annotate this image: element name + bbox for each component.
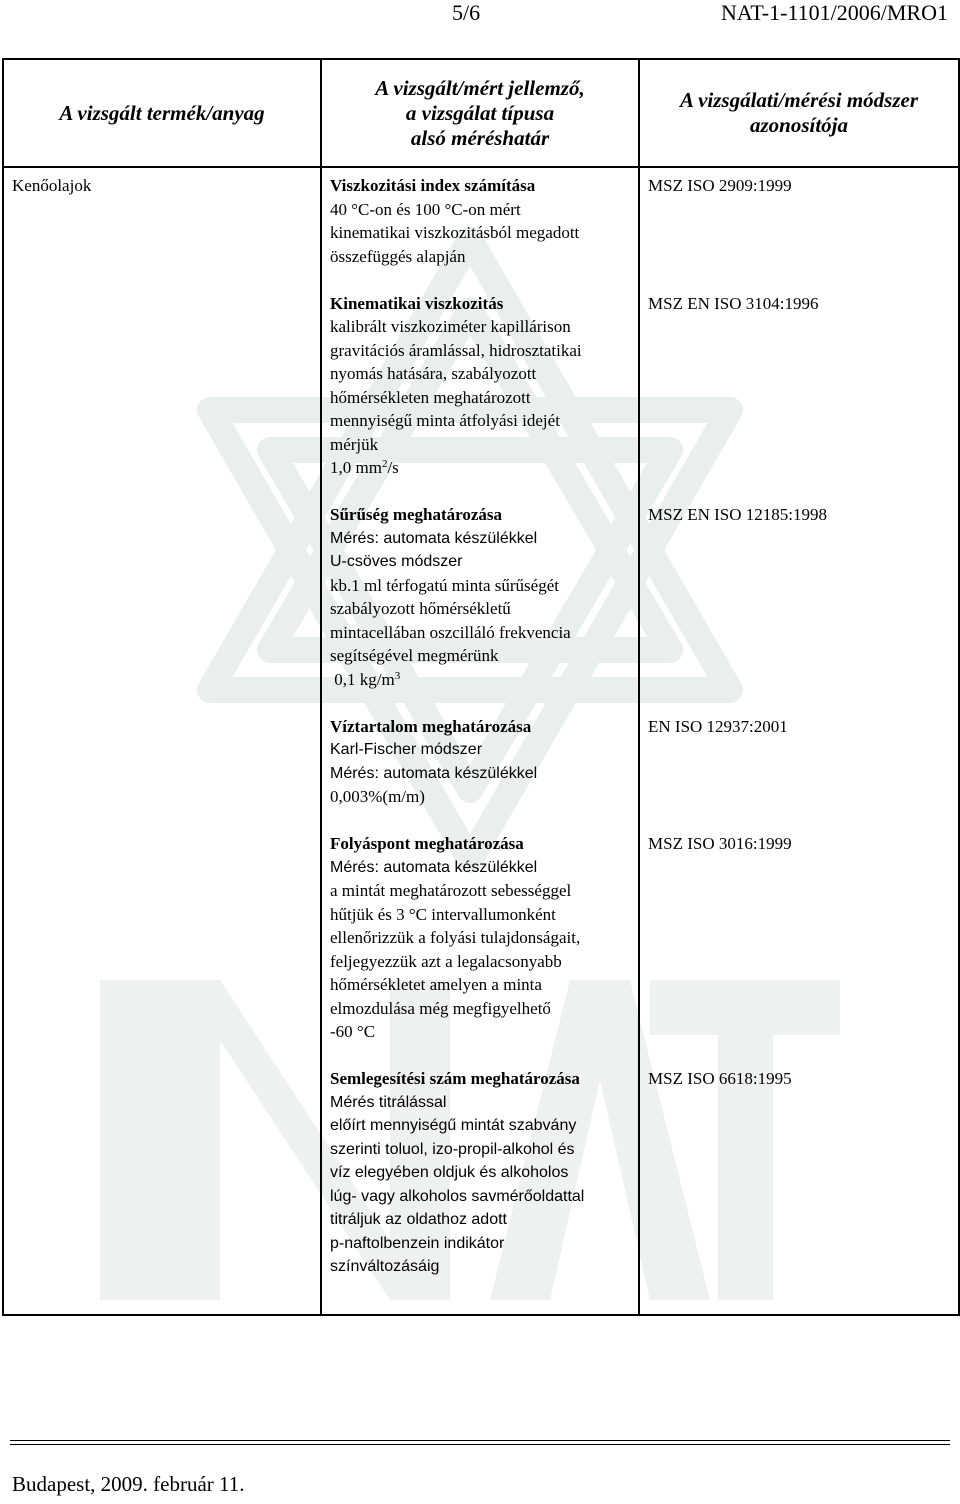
table-header-row <box>3 59 959 167</box>
method-identifier: MSZ EN ISO 12185:1998 <box>648 505 827 524</box>
lower-limit-unit: /s <box>387 458 399 477</box>
characteristic-line: kinematikai viszkozitásból megadott <box>330 223 580 242</box>
characteristic-entry <box>330 832 630 1044</box>
method-identifier: MSZ EN ISO 3104:1996 <box>648 293 819 313</box>
characteristic-entry <box>330 1067 630 1279</box>
characteristic-line: színváltozásáig <box>330 1258 440 1275</box>
characteristic-entry <box>330 715 630 809</box>
characteristics-list <box>330 174 630 1279</box>
characteristic-line: p-naftolbenzein indikátor <box>330 1234 505 1252</box>
characteristic-entry <box>330 174 630 268</box>
footer-rule <box>10 1440 950 1441</box>
column-header-method: A vizsgálati/mérési módszer azonosítója <box>639 59 959 167</box>
characteristic-line: segítségével megmérünk <box>330 646 499 665</box>
characteristic-line: titráljuk az oldathoz adott <box>330 1211 507 1228</box>
characteristic-title: Folyáspont meghatározása <box>330 834 524 853</box>
characteristic-title: Sűrűség meghatározása <box>330 505 503 524</box>
characteristic-line: hűtjük és 3 °C intervallumonként <box>330 904 556 924</box>
characteristic-line: ellenőrizzük a folyási tulajdonságait, <box>330 928 581 947</box>
characteristic-line: nyomás hatására, szabályozott <box>330 364 537 383</box>
lower-limit <box>330 456 630 480</box>
characteristic-line: mintacellában oszcilláló frekvencia <box>330 622 571 642</box>
column-header-product: A vizsgált termék/anyag <box>3 59 321 167</box>
lower-limit-exponent: 3 <box>394 669 401 682</box>
characteristics-cell <box>321 167 639 1315</box>
methods-cell <box>639 167 959 1315</box>
characteristic-entry <box>330 292 630 480</box>
characteristic-line: hőmérsékleten meghatározott <box>330 387 531 407</box>
characteristic-line: hőmérsékletet amelyen a minta <box>330 975 542 994</box>
characteristic-line: kalibrált viszkoziméter kapillárison <box>330 317 571 336</box>
accreditation-table <box>2 58 960 1316</box>
characteristic-line: a mintát meghatározott sebességgel <box>330 881 572 900</box>
page-number: 5/6 <box>452 0 481 25</box>
characteristic-line: Mérés: automata készülékkel <box>330 529 538 547</box>
characteristic-line: feljegyezzük azt a legalacsonyabb <box>330 951 562 971</box>
characteristic-line: Mérés: automata készülékkel <box>330 858 538 876</box>
footer-rule <box>10 1444 950 1445</box>
product-name: Kenőolajok <box>12 176 92 195</box>
document-id: NAT-1-1101/2006/MRO1 <box>721 0 948 25</box>
characteristic-line: kb.1 ml térfogatú minta sűrűségét <box>330 575 559 595</box>
lower-limit <box>330 668 630 692</box>
table-row <box>3 167 959 1315</box>
characteristic-line: Mérés: automata készülékkel <box>330 764 538 782</box>
characteristic-line: -60 °C <box>330 1022 376 1041</box>
product-cell <box>3 167 321 1315</box>
footer-date: Budapest, 2009. február 11. <box>12 1472 245 1496</box>
characteristic-line: előírt mennyiségű mintát szabvány <box>330 1117 577 1134</box>
characteristic-line: 0,003%(m/m) <box>330 787 425 806</box>
column-header-characteristic: A vizsgált/mért jellemző, a vizsgálat típusa alsó méréshatár <box>321 59 639 167</box>
characteristic-line: mennyiségű minta átfolyási idejét <box>330 411 560 430</box>
lower-limit-exponent: 2 <box>381 458 388 470</box>
characteristic-line: U-csöves módszer <box>330 553 463 570</box>
method-identifier: MSZ ISO 3016:1999 <box>648 834 792 853</box>
characteristic-line: víz elegyében oldjuk és alkoholos <box>330 1164 569 1181</box>
characteristic-line: szabályozott hőmérsékletű <box>330 599 511 618</box>
lower-limit-value: 0,1 kg/m <box>330 669 395 689</box>
characteristic-line: lúg- vagy alkoholos savmérőoldattal <box>330 1187 585 1205</box>
characteristic-entry <box>330 503 630 691</box>
characteristic-line: 40 °C-on és 100 °C-on mért <box>330 199 521 219</box>
characteristic-title: Kinematikai viszkozitás <box>330 293 504 313</box>
method-identifier: MSZ ISO 6618:1995 <box>648 1069 792 1088</box>
method-identifier: EN ISO 12937:2001 <box>648 716 788 736</box>
characteristic-line: gravitációs áramlással, hidrosztatikai <box>330 340 582 360</box>
characteristic-title: Semlegesítési szám meghatározása <box>330 1069 580 1088</box>
characteristic-line: Karl-Fischer módszer <box>330 741 483 758</box>
lower-limit-value: 1,0 mm <box>330 458 382 477</box>
characteristic-line: Mérés titrálással <box>330 1093 447 1111</box>
characteristic-line: mérjük <box>330 434 379 454</box>
method-identifier: MSZ ISO 2909:1999 <box>648 176 792 195</box>
characteristic-line: elmozdulása még megfigyelhető <box>330 998 551 1018</box>
characteristic-title: Víztartalom meghatározása <box>330 716 532 736</box>
characteristic-line: összefüggés alapján <box>330 246 466 266</box>
characteristic-line: szerinti toluol, izo-propil-alkohol és <box>330 1140 575 1158</box>
characteristic-title: Viszkozitási index számítása <box>330 176 536 195</box>
